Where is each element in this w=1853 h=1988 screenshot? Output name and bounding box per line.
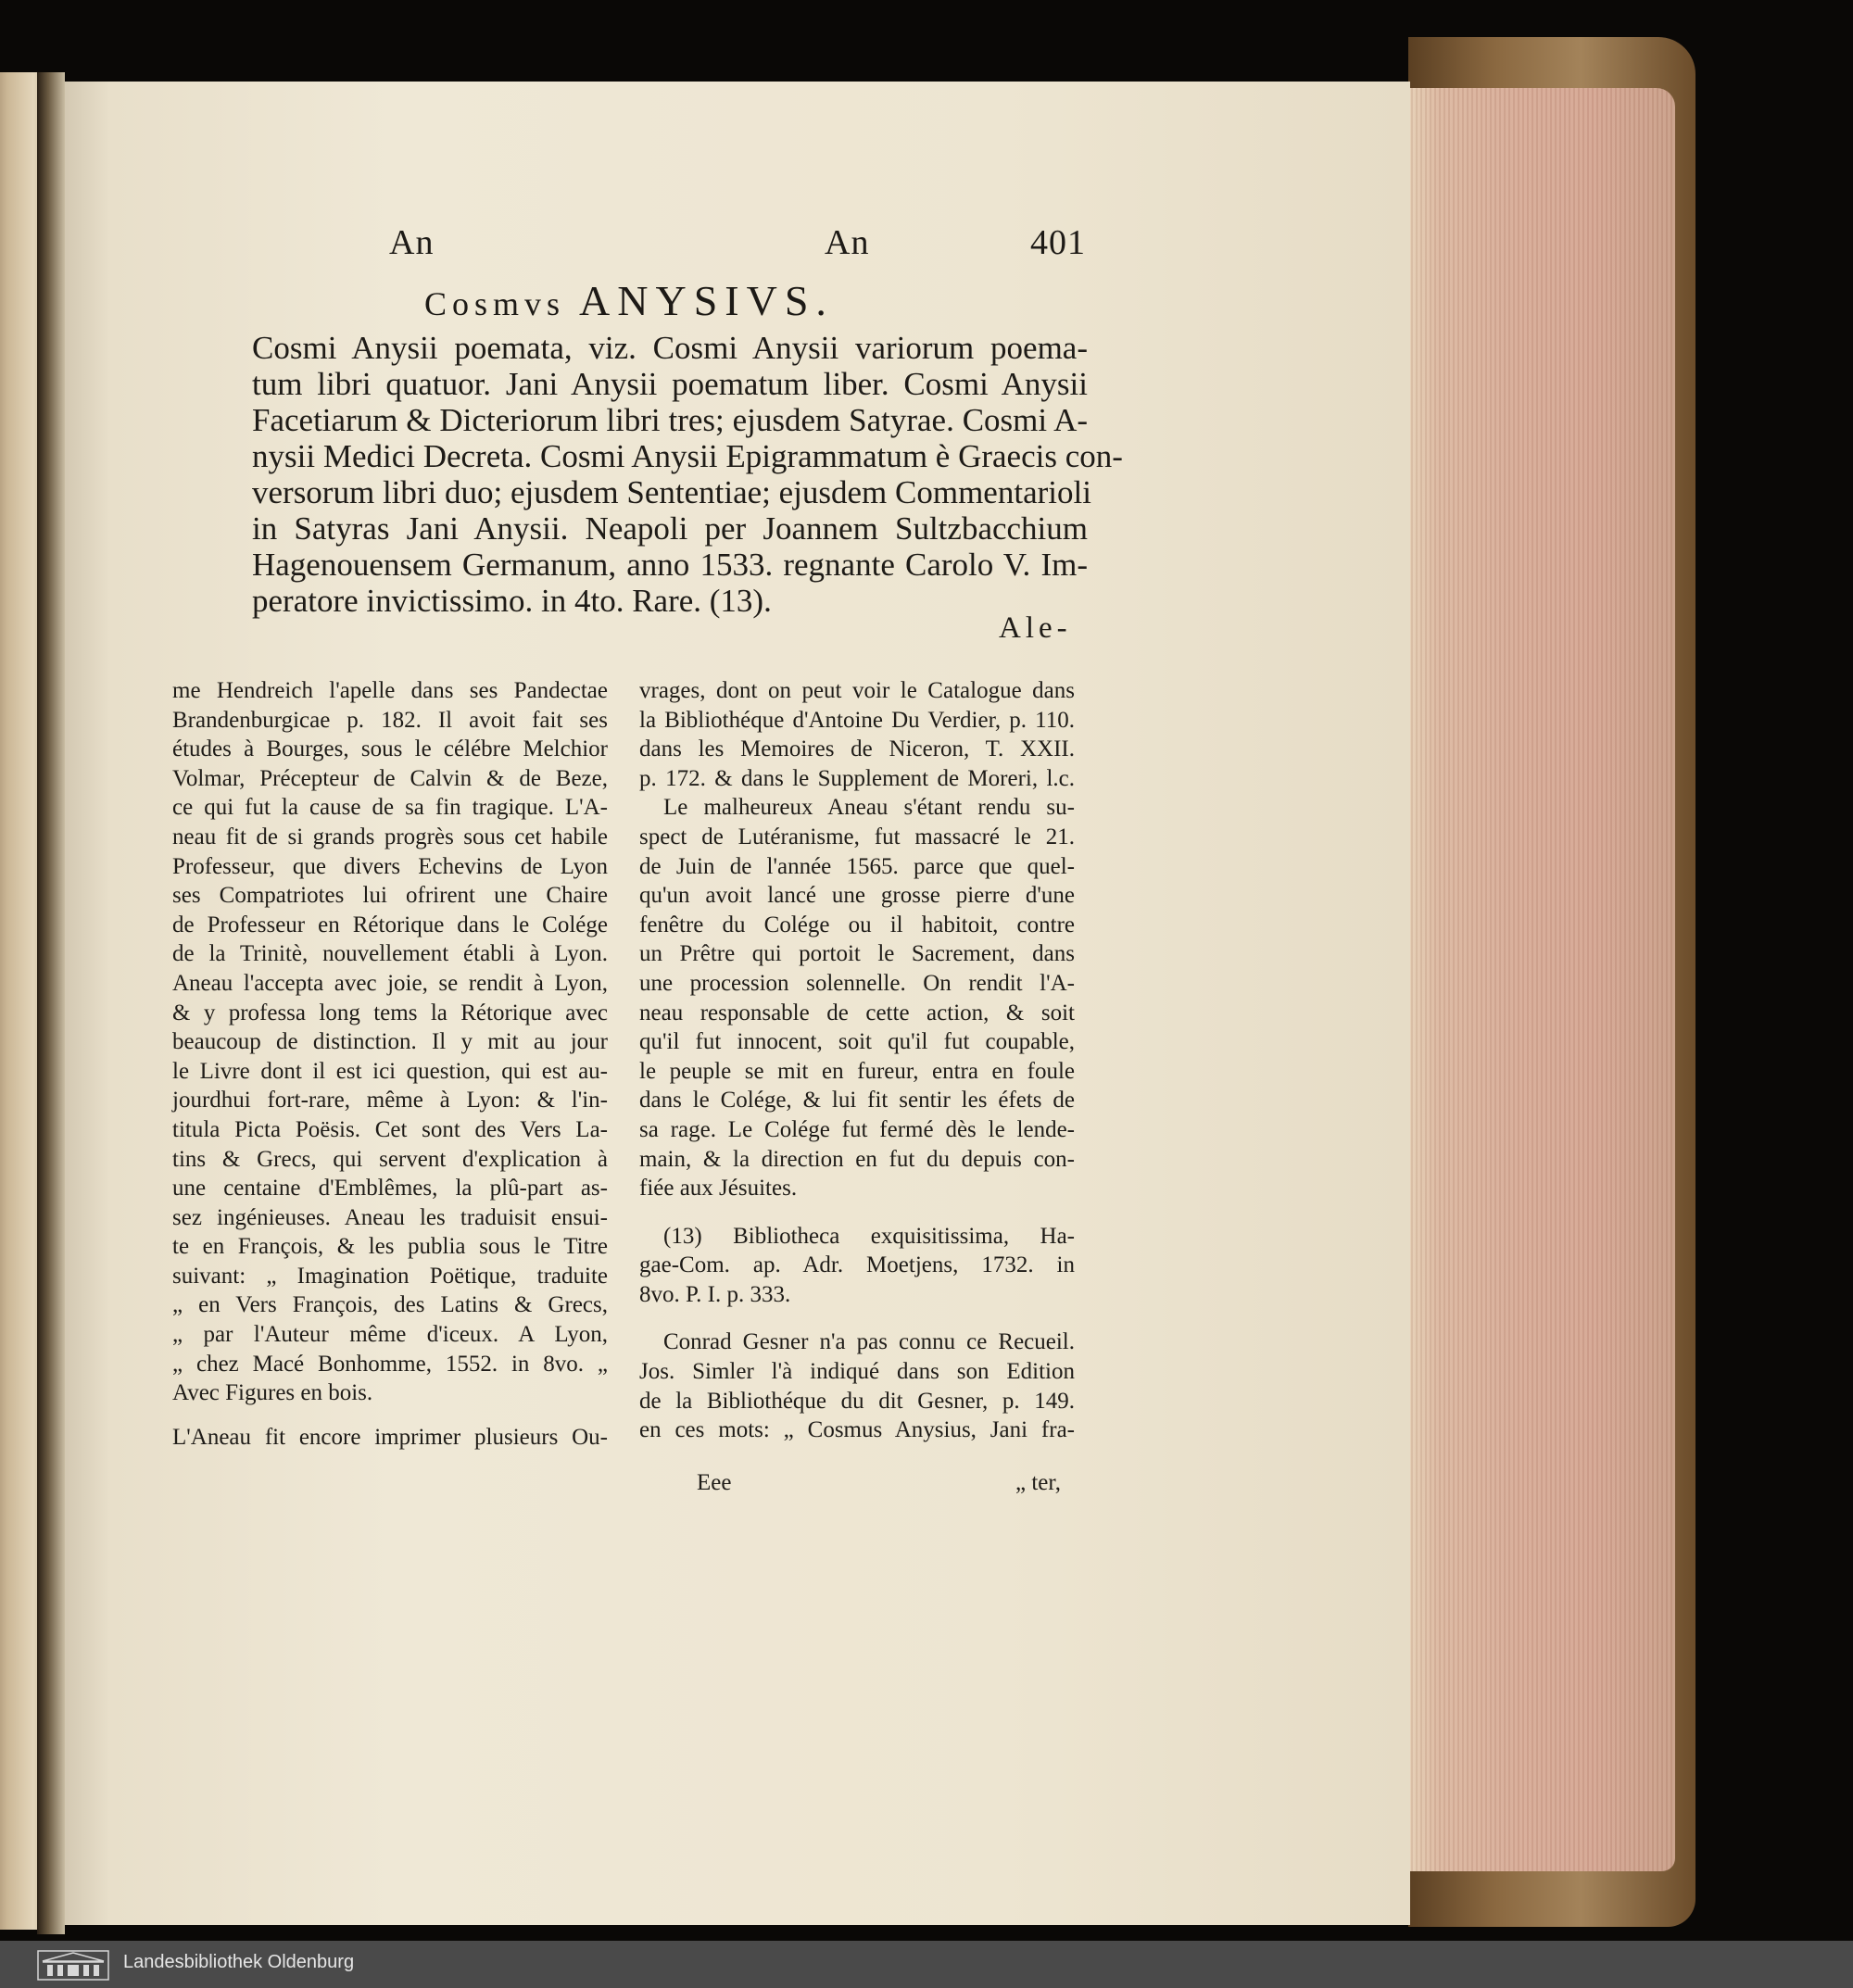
text-line: qu'il fut innocent, soit qu'il fut coupable, [639,1029,1075,1055]
text-line: Professeur, que divers Echevins de Lyon [172,853,608,879]
text-line: suivant: „ Imagination Poëtique, traduite [172,1263,608,1289]
running-head-center: An [825,223,870,262]
text-line: le Livre dont il est ici question, qui est au- [172,1058,608,1084]
entry-line: peratore invictissimo. in 4to. Rare. (13). [252,583,772,619]
text-line: p. 172. & dans le Supplement de Moreri, l.c. [639,765,1075,791]
text-line: me Hendreich l'apelle dans ses Pandectae [172,678,608,703]
text-line: de la Trinitè, nouvellement établi à Lyon. [172,941,608,967]
text-line: Jos. Simler l'à indiqué dans son Edition [639,1359,1075,1385]
bibliographic-entry [252,330,1123,619]
text-line: une procession solennelle. On rendit l'A- [639,970,1075,996]
text-line: Avec Figures en bois. [172,1380,373,1406]
page-number: 401 [1030,223,1086,262]
entry-heading [424,276,834,325]
text-line: sez ingénieuses. Aneau les traduisit ensui- [172,1204,608,1230]
text-line: Le malheureux Aneau s'étant rendu su- [663,795,1075,821]
text-line: dans le Colége, & lui fit sentir les éfets de [639,1088,1075,1114]
text-line: ses Compatriotes lui ofrirent une Chaire [172,883,608,909]
text-line: Volmar, Précepteur de Calvin & de Beze, [172,765,608,791]
text-line: fiée aux Jésuites. [639,1176,798,1202]
catchword-bottom: „ ter, [1015,1470,1061,1495]
text-line: spect de Lutéranisme, fut massacré le 21. [639,824,1075,849]
text-line: qu'un avoit lancé une grosse pierre d'une [639,883,1075,909]
text-line: sa rage. Le Colége fut fermé dès le lende- [639,1116,1075,1142]
entry-line: tum libri quatuor. Jani Anysii poematum liber. Cosmi Anysii [252,366,1088,402]
page-fore-edge [1406,88,1675,1871]
text-line: études à Bourges, sous le célébre Melchior [172,736,608,762]
library-building-icon [37,1950,109,1981]
text-line: Aneau l'accepta avec joie, se rendit à Lyon, [172,970,608,996]
text-line: main, & la direction en fut du depuis con- [639,1146,1075,1172]
catchword-top: Ale- [999,611,1072,645]
entry-line: Cosmi Anysii poemata, viz. Cosmi Anysii variorum poema- [252,330,1088,366]
footnote-line: 8vo. P. I. p. 333. [639,1281,791,1307]
heading-caps: ANYSIVS. [579,277,834,324]
text-line: la Bibliothéque d'Antoine Du Verdier, p. 110. [639,707,1075,733]
footnote-line: gae-Com. ap. Adr. Moetjens, 1732. in [639,1252,1075,1278]
text-line: vrages, dont on peut voir le Catalogue dans [639,678,1075,703]
text-line: L'Aneau fit encore imprimer plusieurs Ou- [172,1424,608,1450]
text-line: le peuple se mit en fureur, entra en foule [639,1058,1075,1084]
text-line: tins & Grecs, qui servent d'explication à [172,1146,608,1172]
text-line: un Prêtre qui portoit le Sacrement, dans [639,941,1075,967]
right-column [639,676,1075,1445]
text-line: jourdhui fort-rare, même à Lyon: & l'in- [172,1088,608,1114]
text-line: une centaine d'Emblêmes, la plû-part as- [172,1176,608,1202]
text-line: Brandenburgicae p. 182. Il avoit fait ses [172,707,608,733]
text-line: & y professa long tems la Rétorique avec [172,1000,608,1025]
text-line: neau fit de si grands progrès sous cet habile [172,824,608,849]
text-line: „ chez Macé Bonhomme, 1552. in 8vo. „ [172,1351,608,1377]
viewer-footer [0,1941,1853,1988]
signature-mark: Eee [697,1470,732,1495]
text-line: ce qui fut la cause de sa fin tragique. L'A- [172,795,608,821]
entry-line: nysii Medici Decreta. Cosmi Anysii Epigrammatum è Graecis con- [252,438,1123,474]
heading-small-caps: Cosmvs [424,285,566,322]
entry-line: versorum libri duo; ejusdem Sententiae; ejusdem Commentarioli [252,474,1091,510]
text-line: Conrad Gesner n'a pas connu ce Recueil. [663,1329,1075,1355]
text-line: de Professeur en Rétorique dans le Colége [172,912,608,937]
running-head-left: An [389,223,435,262]
text-line: dans les Memoires de Niceron, T. XXII. [639,736,1075,762]
text-line: fenêtre du Colége ou il habitoit, contre [639,912,1075,937]
text-line: titula Picta Poësis. Cet sont des Vers La- [172,1116,608,1142]
text-line: te en François, & les publia sous le Titre [172,1234,608,1260]
text-line: de Juin de l'année 1565. parce que quel- [639,853,1075,879]
entry-line: in Satyras Jani Anysii. Neapoli per Joannem Sultzbacchium [252,510,1088,547]
text-line: en ces mots: „ Cosmus Anysius, Jani fra- [639,1417,1075,1443]
text-line: „ par l'Auteur même d'iceux. A Lyon, [172,1322,608,1348]
text-line: de la Bibliothéque du dit Gesner, p. 149. [639,1388,1075,1414]
text-line: „ en Vers François, des Latins & Grecs, [172,1292,608,1318]
entry-line: Hagenouensem Germanum, anno 1533. regnante Carolo V. Im- [252,547,1088,583]
text-line: beaucoup de distinction. Il y mit au jour [172,1029,608,1055]
institution-name: Landesbibliothek Oldenburg [123,1952,355,1972]
left-column [172,676,608,1452]
entry-line: Facetiarum & Dicteriorum libri tres; ejusdem Satyrae. Cosmi A- [252,402,1088,438]
footnote-line: (13) Bibliotheca exquisitissima, Ha- [663,1223,1075,1249]
text-line: neau responsable de cette action, & soit [639,1000,1075,1025]
book-gutter [37,72,65,1934]
